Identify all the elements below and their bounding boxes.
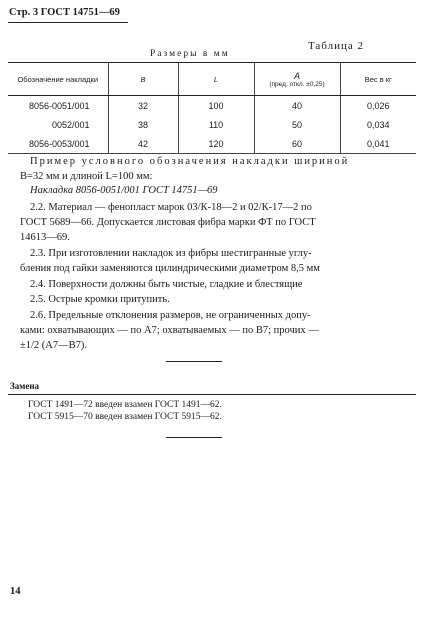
cell-weight: 0,041 — [340, 134, 416, 154]
header-weight: Вес в кг — [340, 63, 416, 96]
header-rule — [8, 22, 128, 23]
designation: Накладка 8056-0051/001 ГОСТ 14751—69 — [30, 185, 218, 196]
paragraph-2-3-line-1: 2.3. При изготовлении накладок из фибры шестигранные углу- — [30, 248, 312, 259]
cell-name: 0052/001 — [51, 119, 90, 130]
example-line-2: B=32 мм и длиной L=100 мм: — [20, 171, 153, 182]
paragraph-2-6-line-1: 2.6. Предельные отклонения размеров, не ограниченных допу- — [30, 310, 311, 321]
page-number: 14 — [10, 586, 21, 597]
paragraph-2-2-line-3: 14613—69. — [20, 232, 70, 243]
section-divider — [166, 437, 222, 438]
header-b: B — [108, 63, 178, 96]
table-header-row — [8, 63, 416, 96]
zamena-heading: Замена — [10, 381, 40, 391]
cell-name: 8056-0051/001 — [28, 100, 90, 111]
table-row — [8, 115, 416, 134]
cell-a: 60 — [254, 134, 340, 154]
cell-l: 120 — [178, 134, 254, 154]
paragraph-2-6-line-2: ками: охватывающих — по A7; охватываемых — по B7; прочих — — [20, 325, 319, 336]
example-line-1: Пример условного обозначения накладки шириной — [30, 156, 350, 167]
cell-name: 8056-0053/001 — [8, 134, 108, 154]
cell-weight: 0,034 — [340, 115, 416, 134]
header-a-symbol: A — [293, 70, 300, 81]
paragraph-2-4: 2.4. Поверхности должны быть чистые, гладкие и блестящие — [30, 279, 303, 290]
paragraph-2-6-line-3: ±1/2 (A7—B7). — [20, 340, 88, 351]
zamena-line: ГОСТ 1491—72 введен взамен ГОСТ 1491—62. — [28, 400, 222, 410]
cell-b: 42 — [108, 134, 178, 154]
paragraph-2-2-line-2: ГОСТ 5689—66. Допускается листовая фибра марки ФТ по ГОСТ — [20, 217, 316, 228]
dimensions-table — [8, 62, 416, 154]
cell-a: 40 — [254, 96, 340, 116]
paragraph-2-5: 2.5. Острые кромки притупить. — [30, 294, 170, 305]
cell-weight: 0,026 — [340, 96, 416, 116]
cell-a: 50 — [254, 115, 340, 134]
header-name: Обозначение накладки — [8, 63, 108, 96]
table-row — [8, 96, 416, 116]
page-header: Стр. 3 ГОСТ 14751—69 — [9, 7, 120, 18]
cell-b: 32 — [108, 96, 178, 116]
zamena-line: ГОСТ 5915—70 введен взамен ГОСТ 5915—62. — [28, 412, 222, 422]
table-row — [8, 134, 416, 154]
header-l: L — [178, 63, 254, 96]
table-caption: Размеры в мм — [150, 49, 230, 59]
table-label: Таблица 2 — [307, 40, 364, 52]
paragraph-2-3-line-2: бления под гайки заменяются цилиндрическими диаметром 8,5 мм — [20, 263, 320, 274]
paragraph-2-2-line-1: 2.2. Материал — фенопласт марок 03/К-18—2 и 02/К-17—2 по — [30, 202, 312, 213]
cell-b: 38 — [108, 115, 178, 134]
section-divider — [166, 361, 222, 362]
cell-l: 110 — [178, 115, 254, 134]
header-a — [254, 63, 340, 96]
cell-l: 100 — [178, 96, 254, 116]
zamena-rule — [8, 394, 416, 395]
header-a-tolerance: (пред. откл. ±0,25) — [269, 80, 325, 88]
